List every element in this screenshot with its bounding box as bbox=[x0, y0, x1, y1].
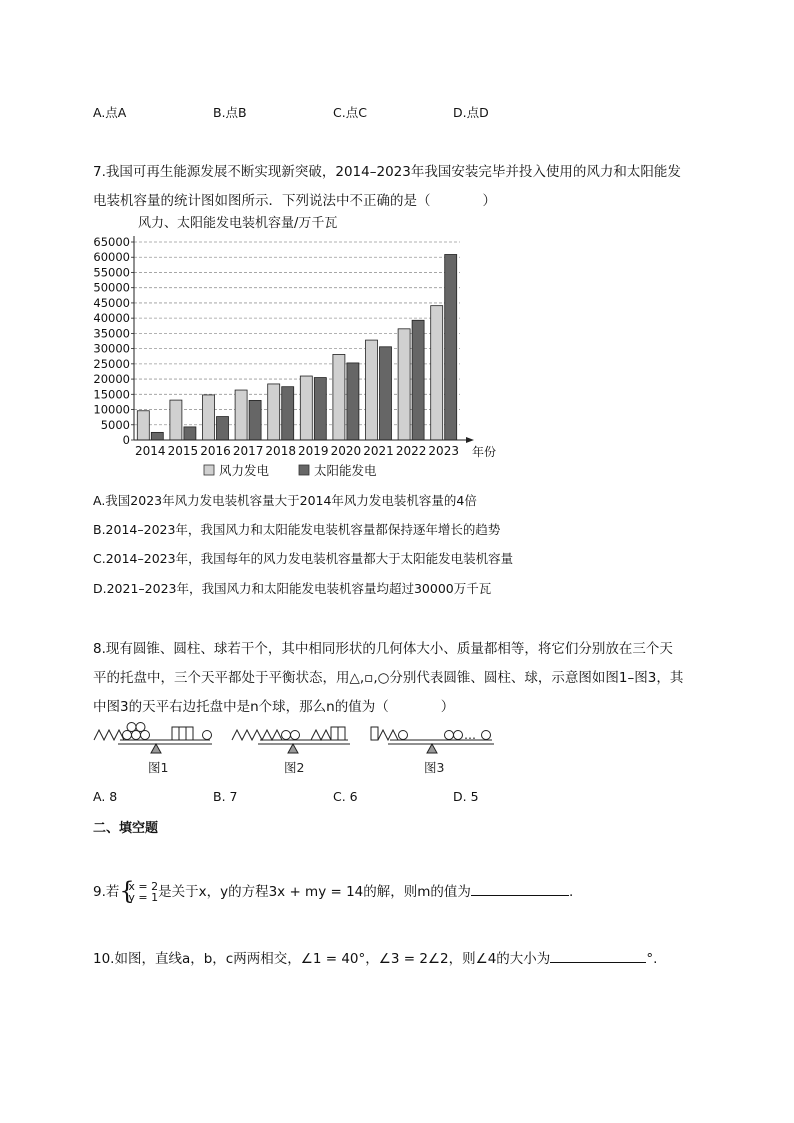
fulcrum bbox=[288, 744, 298, 753]
q8-stem-line1: 8.现有圆锥、圆柱、球若干个，其中相同形状的几何体大小、质量都相等，将它们分别放在三个天 bbox=[93, 641, 673, 657]
q9-stem bbox=[93, 877, 574, 905]
x-tick-label: 2022 bbox=[395, 444, 427, 458]
y-tick-label: 25000 bbox=[93, 356, 130, 371]
q7-option-d: D.2021–2023年，我国风力和太阳能发电装机容量均超过30000万千瓦 bbox=[93, 581, 492, 596]
q9-prefix: 9.若 bbox=[93, 884, 120, 900]
q7-stem-line1: 7.我国可再生能源发展不断实现新突破，2014–2023年我国安装完毕并投入使用的风力和太阳能发 bbox=[93, 164, 681, 180]
q10-end: °. bbox=[646, 951, 658, 967]
cylinder bbox=[338, 727, 345, 740]
q6-option-c: C.点C bbox=[333, 105, 367, 120]
balance-figure-1 bbox=[94, 723, 212, 754]
q8-option-d: D. 5 bbox=[453, 789, 479, 804]
q10-text: 10.如图，直线a，b，c两两相交，∠1 = 40°，∠3 = 2∠2，则∠4的大小为 bbox=[93, 951, 551, 967]
q8-stem-line3 bbox=[93, 695, 454, 715]
q7-option-b: B.2014–2023年，我国风力和太阳能发电装机容量都保持逐年增长的趋势 bbox=[93, 522, 501, 537]
capacity-bar-chart bbox=[88, 210, 508, 485]
bar-solar bbox=[249, 400, 261, 440]
legend-swatch-wind bbox=[204, 465, 214, 475]
ball bbox=[399, 731, 408, 740]
cylinder bbox=[172, 727, 179, 740]
x-tick-label: 2018 bbox=[265, 444, 296, 458]
y-tick-label: 20000 bbox=[93, 372, 130, 387]
q8-option-b: B. 7 bbox=[213, 789, 238, 804]
y-axis-label: 风力、太阳能发电装机容量/万千瓦 bbox=[138, 216, 338, 231]
bar-solar bbox=[217, 417, 229, 440]
y-tick-label: 40000 bbox=[93, 311, 130, 326]
brace-icon: { bbox=[119, 877, 135, 905]
equation-2: y = 1 bbox=[128, 891, 159, 904]
ball bbox=[141, 731, 150, 740]
x-tick-label: 2023 bbox=[428, 444, 459, 458]
answer-blank[interactable] bbox=[550, 962, 646, 963]
bar-solar bbox=[314, 378, 326, 440]
q7-stem-line2 bbox=[93, 189, 496, 209]
ellipsis: … bbox=[464, 728, 476, 742]
cone-group bbox=[311, 730, 331, 740]
x-axis-arrow bbox=[466, 437, 474, 443]
bar-wind bbox=[366, 340, 378, 440]
q6-option-d: D.点D bbox=[453, 105, 489, 120]
figure-label-2: 图2 bbox=[284, 760, 305, 775]
x-tick-label: 2016 bbox=[200, 444, 231, 458]
ball bbox=[482, 731, 491, 740]
bar-solar bbox=[282, 387, 294, 440]
cylinder bbox=[331, 727, 338, 740]
answer-blank[interactable] bbox=[471, 895, 569, 896]
q7-option-c: C.2014–2023年，我国每年的风力发电装机容量都大于太阳能发电装机容量 bbox=[93, 551, 514, 566]
x-tick-label: 2020 bbox=[330, 444, 362, 458]
section-heading: 二、填空题 bbox=[93, 821, 159, 836]
bar-wind bbox=[235, 390, 247, 440]
cylinder bbox=[371, 727, 378, 740]
y-tick-label: 60000 bbox=[93, 250, 130, 265]
figure-label-1: 图1 bbox=[148, 760, 169, 775]
equation-1: x = 2 bbox=[128, 880, 159, 893]
legend-label-wind: 风力发电 bbox=[219, 463, 270, 478]
bar-wind bbox=[333, 354, 345, 440]
q8-stem-text: 中图3的天平右边托盘中是n个球，那么n的值为（ bbox=[93, 699, 389, 715]
bar-solar bbox=[151, 432, 163, 440]
x-tick-label: 2017 bbox=[232, 444, 264, 458]
bar-wind bbox=[268, 384, 280, 440]
balance-figures bbox=[90, 720, 510, 780]
ball bbox=[291, 731, 300, 740]
legend-label-solar: 太阳能发电 bbox=[314, 463, 377, 478]
y-tick-label: 50000 bbox=[93, 280, 130, 295]
q9-middle: 是关于x，y的方程3x + my = 14的解，则m的值为 bbox=[158, 884, 471, 900]
y-tick-label: 35000 bbox=[93, 326, 130, 341]
y-tick-label: 55000 bbox=[93, 265, 130, 280]
ball bbox=[282, 731, 291, 740]
bar-wind bbox=[398, 329, 410, 440]
x-tick-label: 2014 bbox=[135, 444, 166, 458]
fulcrum bbox=[151, 744, 161, 753]
bar-solar bbox=[380, 347, 392, 440]
balance-figure-2 bbox=[232, 727, 350, 753]
bar-solar bbox=[412, 320, 424, 440]
q6-option-b: B.点B bbox=[213, 105, 247, 120]
y-tick-label: 0 bbox=[122, 433, 130, 447]
cylinder bbox=[179, 727, 186, 740]
ball bbox=[136, 723, 145, 732]
y-tick-label: 10000 bbox=[93, 402, 130, 417]
x-tick-label: 2015 bbox=[167, 444, 199, 458]
y-tick-label: 30000 bbox=[93, 341, 130, 356]
legend bbox=[204, 463, 377, 478]
q10-stem bbox=[93, 947, 657, 967]
ball bbox=[132, 731, 141, 740]
q8-stem-line2: 平的托盘中，三个天平都处于平衡状态，用△,▫,○分别代表圆锥、圆柱、球，示意图如图1–图3，其 bbox=[93, 670, 684, 686]
q6-option-a: A.点A bbox=[93, 105, 127, 120]
bar-solar bbox=[347, 363, 359, 440]
y-tick-label: 65000 bbox=[93, 235, 130, 249]
q7-option-a: A.我国2023年风力发电装机容量大于2014年风力发电装机容量的4倍 bbox=[93, 493, 477, 508]
cone-group bbox=[378, 730, 398, 740]
bar-solar bbox=[445, 254, 457, 440]
chart-bars bbox=[137, 254, 456, 440]
bar-wind bbox=[300, 376, 312, 440]
ball bbox=[445, 731, 454, 740]
bar-solar bbox=[184, 427, 196, 440]
legend-swatch-solar bbox=[299, 465, 309, 475]
equation-system bbox=[119, 877, 159, 905]
q8-close-paren: ） bbox=[440, 699, 455, 715]
q8-option-a: A. 8 bbox=[93, 789, 118, 804]
bar-wind bbox=[431, 306, 443, 440]
y-tick-label: 45000 bbox=[93, 295, 130, 310]
ball bbox=[203, 731, 212, 740]
ball bbox=[127, 723, 136, 732]
bar-wind bbox=[137, 411, 149, 440]
cone-group bbox=[232, 730, 282, 740]
y-tick-label: 15000 bbox=[93, 387, 130, 402]
x-tick-label: 2019 bbox=[298, 444, 329, 458]
fulcrum bbox=[427, 744, 437, 753]
ball bbox=[454, 731, 463, 740]
q7-stem-text: 电装机容量的统计图如图所示．下列说法中不正确的是（ bbox=[93, 193, 431, 209]
cylinder bbox=[186, 727, 193, 740]
chart-grid bbox=[134, 242, 460, 425]
y-tick-label: 5000 bbox=[100, 417, 130, 432]
figure-label-3: 图3 bbox=[424, 760, 445, 775]
bar-wind bbox=[170, 400, 182, 440]
q7-close-paren: ） bbox=[482, 193, 496, 209]
q9-end: . bbox=[568, 884, 574, 900]
x-tick-label: 2021 bbox=[363, 444, 394, 458]
cone-group bbox=[94, 730, 124, 740]
q8-option-c: C. 6 bbox=[333, 789, 358, 804]
x-axis-label: 年份 bbox=[472, 445, 497, 459]
ball bbox=[123, 731, 132, 740]
bar-wind bbox=[203, 395, 215, 440]
